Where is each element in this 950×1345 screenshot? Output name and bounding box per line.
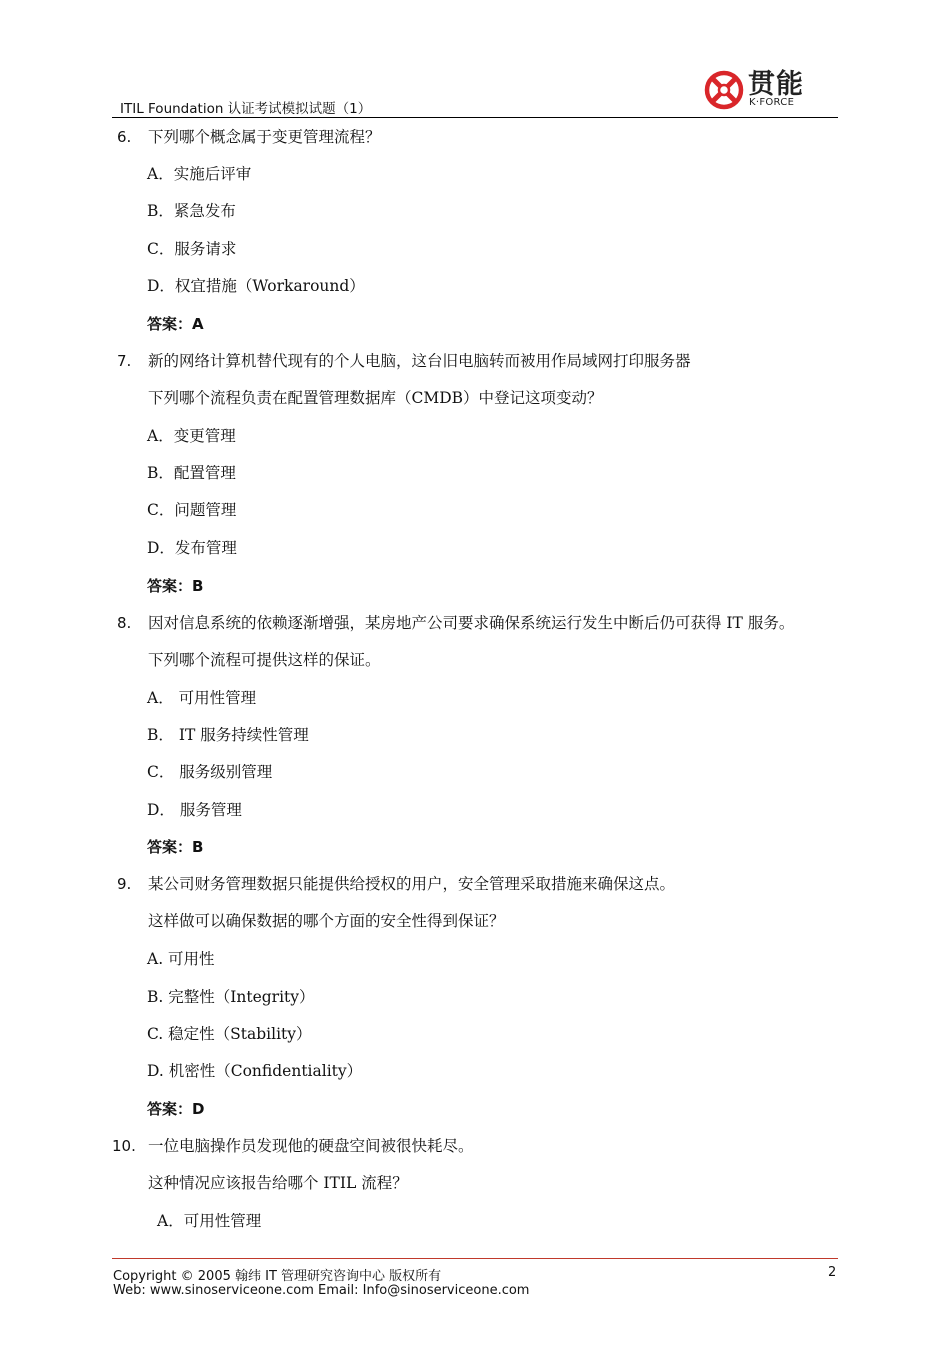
question-number: 6. xyxy=(117,128,132,146)
answer-key: 答案：B xyxy=(147,577,204,595)
question-text: 因对信息系统的依赖逐渐增强，某房地产公司要求确保系统运行发生中断后仍可获得 IT 服务。 xyxy=(148,614,795,632)
answer-option: C. 稳定性（Stability） xyxy=(147,1025,312,1043)
page-number: 2 xyxy=(828,1265,837,1280)
answer-key: 答案：A xyxy=(147,315,204,333)
question-text: 下列哪个流程负责在配置管理数据库（CMDB）中登记这项变动？ xyxy=(148,389,603,407)
question-text: 下列哪个流程可提供这样的保证。 xyxy=(148,651,381,669)
question-text: 这样做可以确保数据的哪个方面的安全性得到保证？ xyxy=(148,912,505,930)
answer-option: A． 可用性管理 xyxy=(147,689,257,707)
answer-option: D．权宜措施（Workaround） xyxy=(147,277,365,295)
answer-option: B．紧急发布 xyxy=(147,202,236,220)
question-number: 10. xyxy=(112,1137,136,1155)
logo-chinese-text: 贯能 xyxy=(748,69,804,100)
question-text: 这种情况应该报告给哪个 ITIL 流程？ xyxy=(148,1174,408,1192)
answer-option: D． 服务管理 xyxy=(147,801,242,819)
header-title: ITIL Foundation 认证考试模拟试题（1） xyxy=(120,101,372,117)
answer-option: A．可用性管理 xyxy=(157,1212,262,1230)
question-text: 一位电脑操作员发现他的硬盘空间被很快耗尽。 xyxy=(148,1137,474,1155)
answer-option: C．服务请求 xyxy=(147,240,237,258)
logo-english-text: K·FORCE xyxy=(749,97,795,108)
answer-option: A. 可用性 xyxy=(147,950,215,968)
answer-key: 答案：B xyxy=(147,838,204,856)
question-text: 某公司财务管理数据只能提供给授权的用户，安全管理采取措施来确保这点。 xyxy=(148,875,676,893)
answer-option: C．问题管理 xyxy=(147,501,237,519)
footer-divider xyxy=(112,1258,838,1259)
company-logo xyxy=(704,70,824,112)
answer-option: D．发布管理 xyxy=(147,539,237,557)
question-text: 新的网络计算机替代现有的个人电脑，这台旧电脑转而被用作局域网打印服务器 xyxy=(148,352,691,370)
answer-option: A．变更管理 xyxy=(147,427,236,445)
footer-contact: Web: www.sinoserviceone.com Email: Info@sinoserviceone.com xyxy=(113,1283,530,1298)
question-number: 9. xyxy=(117,875,132,893)
question-number: 8. xyxy=(117,614,132,632)
header-divider xyxy=(112,117,838,118)
answer-option: B．配置管理 xyxy=(147,464,236,482)
answer-option: C． 服务级别管理 xyxy=(147,763,273,781)
question-number: 7. xyxy=(117,352,132,370)
answer-option: A．实施后评审 xyxy=(147,165,252,183)
kforce-logo-icon xyxy=(704,70,744,110)
answer-option: B． IT 服务持续性管理 xyxy=(147,726,309,744)
footer-copyright: Copyright © 2005 翰纬 IT 管理研究咨询中心 版权所有 xyxy=(113,1269,442,1284)
answer-option: D. 机密性（Confidentiality） xyxy=(147,1062,363,1080)
question-text: 下列哪个概念属于变更管理流程？ xyxy=(148,128,381,146)
answer-key: 答案：D xyxy=(147,1100,205,1118)
answer-option: B. 完整性（Integrity） xyxy=(147,988,315,1006)
